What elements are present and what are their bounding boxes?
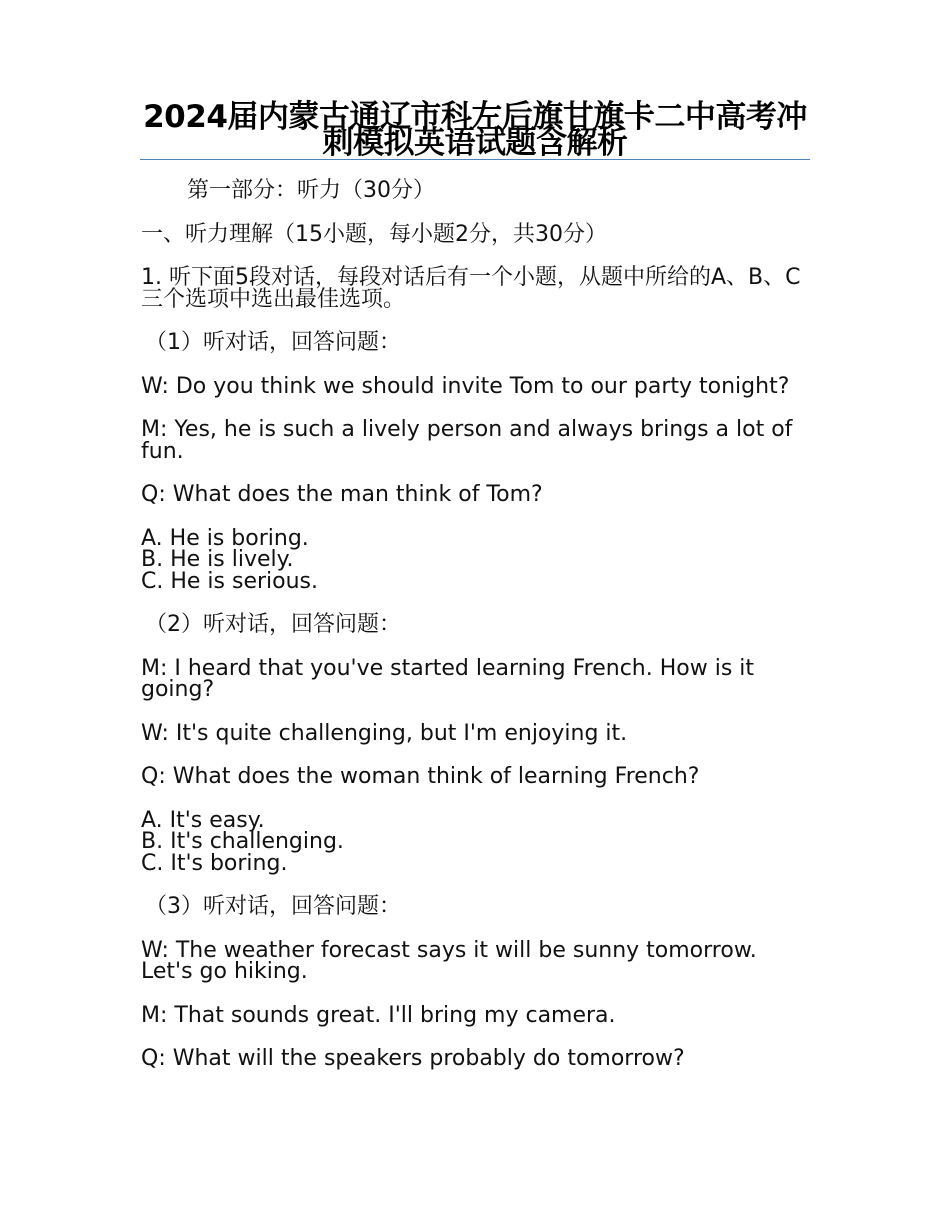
dialogue-2-label: （2）听对话，回答问题：: [145, 612, 401, 637]
dialogue-2-options: [141, 807, 811, 876]
dialogue-3-line-1: W: The weather forecast says it will be sunny tomorrow. Let's go hiking.: [141, 937, 757, 984]
dialogue-3-question: Q: What will the speakers probably do tomorrow?: [141, 1046, 685, 1071]
option-b: B. It's challenging.: [141, 829, 344, 854]
dialogue-3-label: （3）听对话，回答问题：: [145, 894, 401, 919]
option-a: A. He is boring.: [141, 525, 309, 551]
option-b: B. He is lively.: [141, 547, 294, 572]
option-a: A. It's easy.: [141, 807, 265, 833]
dialogue-2-question: Q: What does the woman think of learning French?: [141, 764, 700, 789]
dialogue-1-options: [141, 525, 811, 594]
dialogue-1-line-1: W: Do you think we should invite Tom to our party tonight?: [141, 373, 790, 399]
option-c: C. It's boring.: [141, 850, 288, 876]
title-underline: [140, 159, 810, 160]
dialogue-2-line-2: W: It's quite challenging, but I'm enjoying it.: [141, 720, 628, 746]
dialogue-1-line-2: M: Yes, he is such a lively person and always brings a lot of fun.: [141, 417, 793, 464]
document-title: 2024届内蒙古通辽市科左后旗甘旗卡二中高考冲刺模拟英语试题含解析: [143, 99, 807, 161]
instruction: 1. 听下面5段对话，每段对话后有一个小题，从题中所给的A、B、C三个选项中选出最佳选项。: [141, 265, 801, 312]
dialogue-1-question: Q: What does the man think of Tom?: [141, 482, 543, 507]
dialogue-2-line-1: M: I heard that you've started learning French. How is it going?: [141, 655, 755, 702]
document-body: [141, 180, 811, 1070]
option-c: C. He is serious.: [141, 568, 318, 594]
dialogue-3-line-2: M: That sounds great. I'll bring my camera.: [141, 1002, 616, 1028]
section-heading: 一、听力理解（15小题，每小题2分，共30分）: [141, 221, 607, 247]
part-heading: 第一部分：听力（30分）: [187, 178, 435, 203]
dialogue-1-label: （1）听对话，回答问题：: [145, 330, 401, 355]
